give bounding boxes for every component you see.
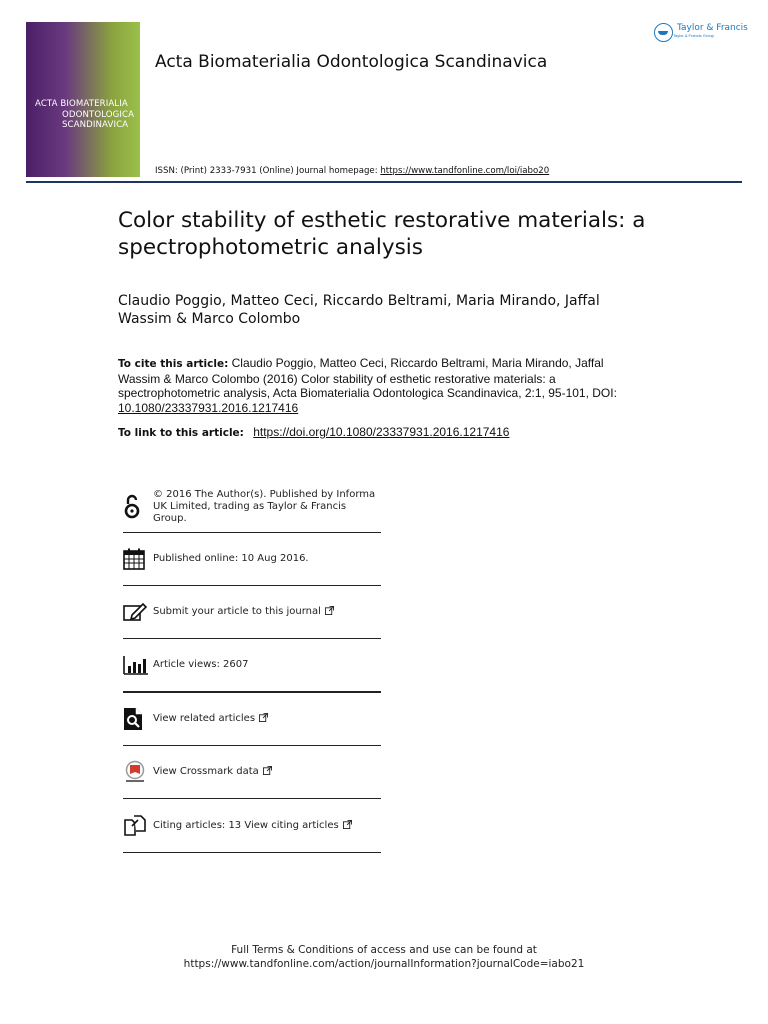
issn-text: ISSN: (Print) 2333-7931 (Online) Journal homepage: [155, 166, 381, 176]
views-row [123, 639, 381, 692]
journal-cover [26, 22, 140, 177]
license-row [123, 482, 381, 533]
external-link-icon [263, 766, 272, 775]
edit-icon [123, 602, 153, 622]
open-access-icon [123, 494, 153, 520]
taylor-francis-logo[interactable] [654, 23, 748, 42]
footer-line-1: Full Terms & Conditions of access and use can be found at [231, 944, 537, 956]
calendar-icon [123, 548, 153, 570]
article-title: Color stability of esthetic restorative materials: a spectrophotometric analysis [118, 208, 646, 260]
crossmark-link[interactable]: View Crossmark data [153, 766, 259, 777]
related-row[interactable] [123, 692, 381, 746]
crossmark-row[interactable] [123, 746, 381, 799]
header-rule [26, 181, 742, 183]
article-doi-link[interactable]: https://doi.org/10.1080/23337931.2016.1217416 [253, 425, 510, 439]
issn-line [155, 166, 549, 176]
article-link-line [118, 425, 509, 439]
related-search-icon [123, 707, 153, 731]
cite-text: Claudio Poggio, Matteo Ceci, Riccardo Beltrami, Maria Mirando, Jaffal Wassim & Marco Colombo (2016) Color stability of esthetic restorative materials: a spectrophotometric analysis, Acta Biomaterialia Odontologica Scandinavica, 2:1, 95-101, DOI: [118, 356, 617, 400]
cover-line-2: ODONTOLOGICA [62, 109, 135, 120]
citation-block [118, 356, 638, 415]
cover-line-1: ACTA BIOMATERIALIA [35, 99, 128, 109]
submit-link[interactable]: Submit your article to this journal [153, 606, 321, 617]
journal-title: Acta Biomaterialia Odontologica Scandinavica [155, 52, 548, 72]
publisher-name: Taylor & Francis [677, 23, 748, 33]
external-link-icon [259, 713, 268, 722]
footer-terms-link[interactable]: https://www.tandfonline.com/action/journalInformation?journalCode=iabo21 [183, 958, 585, 970]
citing-row[interactable] [123, 799, 381, 853]
taylor-francis-icon [654, 23, 673, 42]
external-link-icon [325, 606, 334, 615]
published-row [123, 533, 381, 586]
submit-row[interactable] [123, 586, 381, 639]
license-text: © 2016 The Author(s). Published by Informa UK Limited, trading as Taylor & Francis Group. [153, 489, 376, 524]
cover-line-3: SCANDINAVICA [62, 120, 129, 130]
link-label: To link to this article: [118, 427, 244, 439]
journal-homepage-link[interactable]: https://www.tandfonline.com/loi/iabo20 [380, 166, 550, 176]
article-authors: Claudio Poggio, Matteo Ceci, Riccardo Beltrami, Maria Mirando, Jaffal Wassim & Marco Colombo [118, 293, 600, 327]
related-link[interactable]: View related articles [153, 713, 256, 724]
cite-label: To cite this article: [118, 358, 229, 370]
crossmark-icon [123, 760, 153, 784]
bar-chart-icon [123, 655, 153, 675]
citing-link[interactable]: Citing articles: 13 View citing articles [153, 819, 339, 831]
cite-doi-link[interactable]: 10.1080/23337931.2016.1217416 [118, 400, 299, 415]
cover-text [35, 99, 134, 131]
article-info-list [123, 482, 381, 853]
published-text: Published online: 10 Aug 2016. [153, 553, 309, 564]
views-text: Article views: 2607 [153, 659, 249, 670]
external-link-icon [343, 820, 352, 829]
citing-articles-icon [123, 815, 153, 837]
publisher-sub: Taylor & Francis Group [673, 33, 714, 38]
footer [0, 943, 768, 971]
